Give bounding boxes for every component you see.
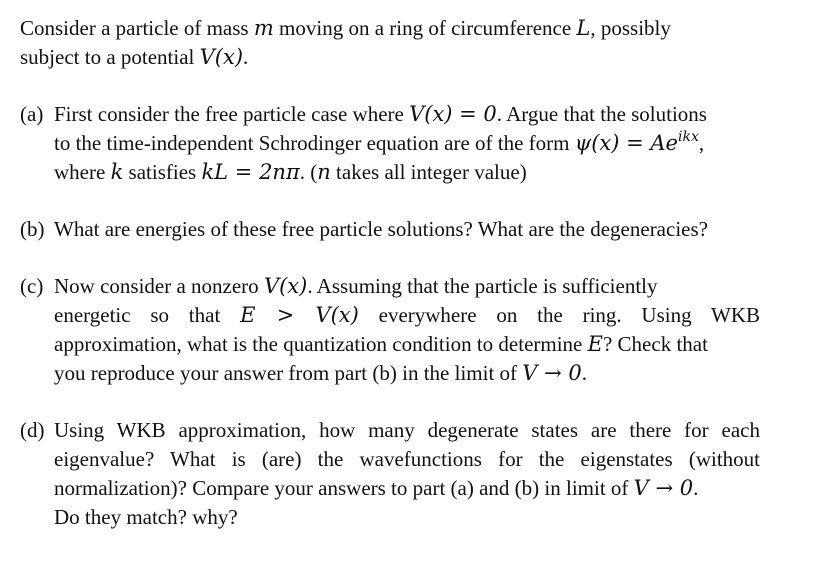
part-a-text: . Argue that the solutions bbox=[496, 102, 707, 126]
part-d-text: . bbox=[693, 476, 699, 500]
part-c-text: . Assuming that the particle is sufficiently bbox=[307, 274, 658, 298]
part-a-line-2 bbox=[54, 129, 760, 158]
part-c-line-4 bbox=[54, 359, 760, 388]
part-c-text: . bbox=[581, 361, 588, 385]
intro-text: subject to a potential bbox=[20, 45, 200, 69]
part-a-text: to the time-independent Schrodinger equation are of the form bbox=[54, 131, 575, 155]
intro-text: . bbox=[243, 45, 249, 69]
math-limit: V → 0 bbox=[633, 476, 694, 500]
part-d-text: normalization)? Compare your answers to part (a) and (b) in limit of bbox=[54, 476, 634, 500]
part-b-label: (b) bbox=[20, 217, 45, 241]
math-limit: V → 0 bbox=[522, 361, 582, 385]
math-quantization: kL = 2nπ bbox=[201, 160, 300, 184]
part-b-line-1: What are energies of these free particle solutions? What are the degeneracies? bbox=[54, 217, 708, 241]
problem-intro bbox=[20, 14, 760, 72]
part-a-text: . ( bbox=[299, 160, 318, 184]
part-d-line-2: eigenvalue? What is (are) the wavefunctions for the eigenstates (without bbox=[54, 447, 760, 471]
part-d bbox=[20, 416, 760, 532]
part-c-text: ? Check that bbox=[602, 332, 708, 356]
part-a-text: where bbox=[54, 160, 111, 184]
math-potential: V(x) bbox=[199, 45, 244, 69]
part-a-label: (a) bbox=[20, 102, 44, 126]
part-d-line-4: Do they match? why? bbox=[54, 505, 238, 529]
math-wavefunction: ψ(x) = Ae bbox=[574, 131, 678, 155]
part-d-line-3 bbox=[54, 474, 760, 503]
math-potential: V(x) bbox=[263, 274, 308, 298]
math-exponent: ikx bbox=[678, 129, 699, 145]
math-mass: m bbox=[253, 16, 274, 40]
part-a-text: , bbox=[698, 131, 705, 155]
math-integer: n bbox=[317, 160, 331, 184]
intro-line-2 bbox=[20, 43, 760, 72]
part-c-text: energetic so that bbox=[54, 303, 241, 327]
problem-document bbox=[20, 14, 760, 532]
part-a-text: takes all integer value) bbox=[330, 160, 527, 184]
intro-line-1 bbox=[20, 14, 760, 43]
part-c-text: Now consider a nonzero bbox=[54, 274, 264, 298]
part-d-label: (d) bbox=[20, 418, 45, 442]
math-energy-condition: E > V(x) bbox=[240, 303, 359, 327]
part-a-text: satisfies bbox=[123, 160, 202, 184]
part-a bbox=[20, 100, 760, 187]
math-wavenumber: k bbox=[110, 160, 124, 184]
intro-text: , possibly bbox=[590, 16, 671, 40]
part-c-text: everywhere on the ring. Using WKB bbox=[358, 303, 761, 327]
part-b bbox=[20, 215, 760, 244]
math-circumference: L bbox=[576, 16, 591, 40]
part-c-line-2 bbox=[54, 301, 760, 330]
part-d-line-1: Using WKB approximation, how many degenerate states are there for each bbox=[54, 418, 760, 442]
part-a-text: First consider the free particle case where bbox=[54, 102, 410, 126]
part-c-text: you reproduce your answer from part (b) in the limit of bbox=[54, 361, 523, 385]
intro-text: moving on a ring of circumference bbox=[273, 16, 577, 40]
part-c bbox=[20, 272, 760, 388]
part-c-label: (c) bbox=[20, 274, 44, 298]
part-c-text: approximation, what is the quantization condition to determine bbox=[54, 332, 588, 356]
part-c-line-1 bbox=[54, 272, 760, 301]
math-free-potential: V(x) = 0 bbox=[409, 102, 497, 126]
part-a-line-1 bbox=[54, 100, 760, 129]
intro-text: Consider a particle of mass bbox=[20, 16, 254, 40]
math-energy: E bbox=[587, 332, 603, 356]
part-c-line-3 bbox=[54, 330, 760, 359]
part-a-line-3 bbox=[54, 158, 760, 187]
